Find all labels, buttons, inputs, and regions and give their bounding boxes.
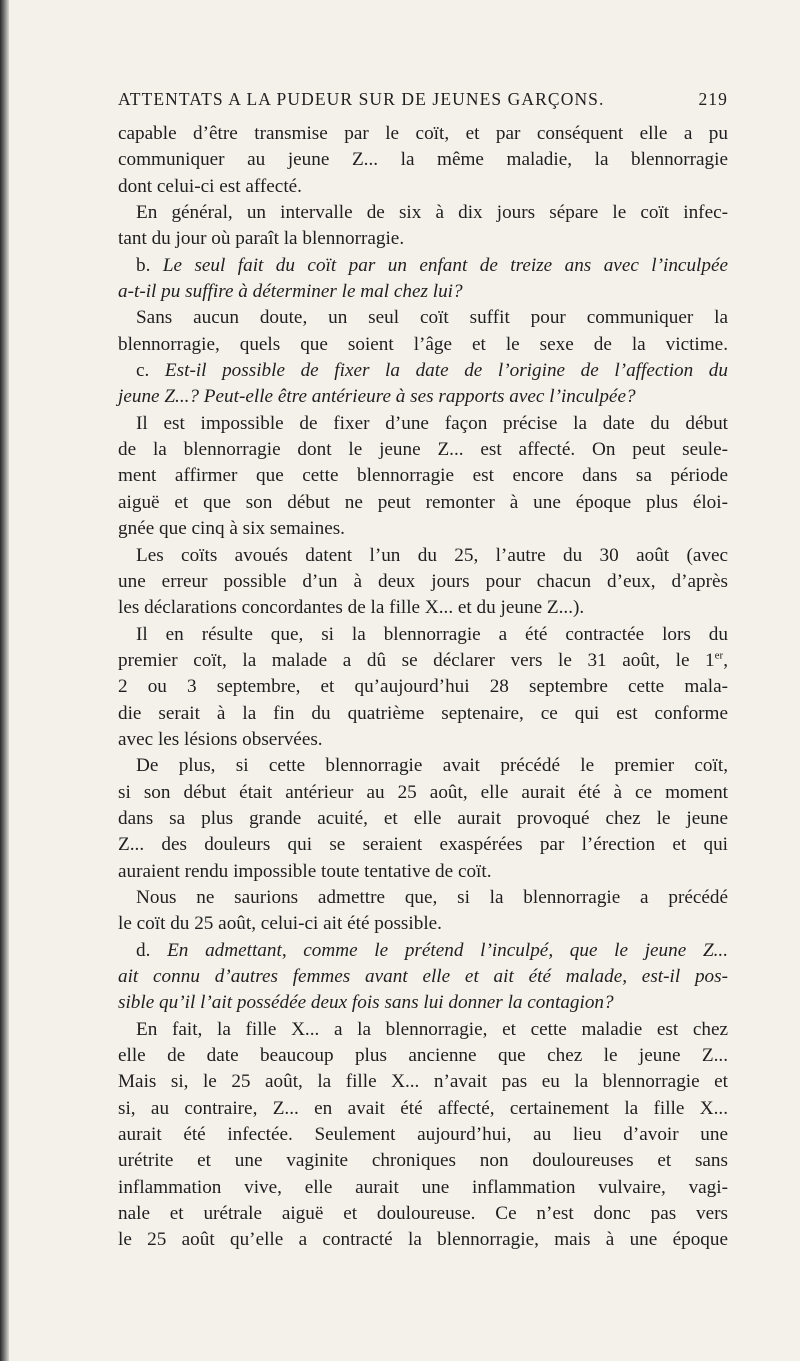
text-line: [118, 911, 728, 937]
text-line: [118, 384, 728, 410]
line-text: dans sa plus grande acuité, et elle aurait provoqué chez le jeune: [118, 807, 728, 829]
book-spine-shadow: [0, 0, 9, 1361]
line-text: nale et urétrale aiguë et douloureuse. Ce n’est donc pas vers: [118, 1203, 728, 1225]
text-line: [118, 701, 728, 727]
line-text: le coït du 25 août, celui-ci ait été possible.: [118, 913, 442, 935]
line-text: dont celui-ci est affecté.: [118, 175, 302, 197]
line-italic-text: Le seul fait du coït par un enfant de treize ans avec l’inculpée: [162, 254, 728, 276]
body-text: [118, 121, 728, 1254]
text-line: [118, 332, 728, 358]
line-text: Z... des douleurs qui se seraient exaspérées par l’érection et qui: [118, 834, 728, 856]
text-line: [118, 832, 728, 858]
text-line: [118, 1201, 728, 1227]
text-line: [118, 490, 728, 516]
text-line: [118, 200, 728, 226]
line-text: une erreur possible d’un à deux jours pour chacun d’eux, d’après: [118, 570, 728, 592]
line-text: urétrite et une vaginite chroniques non douloureuses et sans: [118, 1150, 728, 1172]
line-text: ment affirmer que cette blennorragie est encore dans sa période: [118, 465, 728, 487]
line-text: gnée que cinq à six semaines.: [118, 518, 345, 540]
text-line: [118, 806, 728, 832]
line-text: De plus, si cette blennorragie avait précédé le premier coït,: [136, 755, 728, 777]
line-text: les déclarations concordantes de la fille X... et du jeune Z...).: [118, 597, 585, 619]
text-line: [118, 1175, 728, 1201]
page-number: 219: [698, 89, 728, 109]
running-head-title: ATTENTATS A LA PUDEUR SUR DE JEUNES GARÇONS.: [118, 89, 605, 109]
text-line: [118, 1148, 728, 1174]
line-italic-text: sible qu’il l’ait possédée deux fois sans lui donner la contagion?: [118, 992, 614, 1014]
text-line: [118, 411, 728, 437]
line-text: Sans aucun doute, un seul coït suffit pour communiquer la: [136, 307, 728, 329]
line-text: elle de date beaucoup plus ancienne que chez le jeune Z...: [118, 1045, 728, 1067]
line-text: Nous ne saurions admettre que, si la blennorragie a précédé: [136, 886, 728, 908]
line-text: Il en résulte que, si la blennorragie a été contractée lors du: [136, 623, 728, 645]
line-text: capable d’être transmise par le coït, et par conséquent elle a pu: [118, 123, 728, 144]
line-text: Les coïts avoués datent l’un du 25, l’autre du 30 août (avec: [136, 544, 728, 566]
text-line: [118, 938, 728, 964]
line-italic-text: jeune Z...? Peut-elle être antérieure à ses rapports avec l’inculpée?: [118, 386, 636, 408]
text-line: [118, 147, 728, 173]
line-text: si, au contraire, Z... en avait été affecté, certainement la fille X...: [118, 1097, 728, 1119]
text-line: [118, 226, 728, 252]
line-text: inflammation vive, elle aurait une inflammation vulvaire, vagi-: [118, 1176, 728, 1198]
text-line: [118, 174, 728, 200]
text-line: [118, 964, 728, 990]
text-line: [118, 358, 728, 384]
text-line: [118, 990, 728, 1016]
text-line: [118, 463, 728, 489]
line-text: En fait, la fille X... a la blennorragie, et cette maladie est chez: [136, 1018, 728, 1040]
text-line: [118, 279, 728, 305]
line-text: communiquer au jeune Z... la même maladie, la blennorragie: [118, 149, 728, 171]
line-italic-text: En admettant, comme le prétend l’inculpé, que le jeune Z...: [167, 939, 729, 961]
line-text: si son début était antérieur au 25 août, elle aurait été à ce moment: [118, 781, 728, 803]
text-line: [118, 595, 728, 621]
line-text: auraient rendu impossible toute tentative de coït.: [118, 860, 492, 882]
text-line: [118, 1227, 728, 1253]
text-line: [118, 569, 728, 595]
line-text: En général, un intervalle de six à dix jours sépare le coït infec-: [136, 202, 728, 224]
superscript: er: [714, 649, 724, 662]
text-line: [118, 253, 728, 279]
text-line: [118, 859, 728, 885]
line-text: premier coït, la malade a dû se déclarer vers le 31 août, le 1: [118, 649, 715, 671]
text-line: [118, 885, 728, 911]
text-line: [118, 648, 728, 674]
line-text: tant du jour où paraît la blennorragie.: [118, 228, 405, 250]
line-text: 2 ou 3 septembre, et qu’aujourd’hui 28 septembre cette mala-: [118, 676, 728, 698]
text-line: [118, 727, 728, 753]
line-text: die serait à la fin du quatrième septenaire, ce qui est conforme: [118, 702, 728, 724]
line-text: Il est impossible de fixer d’une façon précise la date du début: [136, 412, 728, 434]
line-text: aiguë et que son début ne peut remonter à une époque plus éloi-: [118, 491, 728, 513]
line-text: Mais si, le 25 août, la fille X... n’avait pas eu la blennorragie et: [118, 1071, 728, 1093]
line-italic-text: Est-il possible de fixer la date de l’origine de l’affection du: [164, 360, 728, 382]
text-line: [118, 543, 728, 569]
text-line: [118, 305, 728, 331]
line-text-tail: ,: [723, 649, 728, 671]
text-line: [118, 437, 728, 463]
text-line: [118, 622, 728, 648]
text-line: [118, 1122, 728, 1148]
text-line: [118, 780, 728, 806]
line-text: le 25 août qu’elle a contracté la blennorragie, mais à une époque: [118, 1229, 728, 1251]
line-text: aurait été infectée. Seulement aujourd’hui, au lieu d’avoir une: [118, 1124, 728, 1146]
text-line: [118, 121, 728, 147]
text-line: [118, 1043, 728, 1069]
line-text: avec les lésions observées.: [118, 728, 323, 750]
line-text: b.: [136, 254, 163, 276]
line-italic-text: a-t-il pu suffire à déterminer le mal chez lui?: [118, 281, 463, 303]
text-line: [118, 516, 728, 542]
text-line: [118, 1096, 728, 1122]
text-line: [118, 674, 728, 700]
line-text: d.: [136, 939, 168, 961]
text-line: [118, 753, 728, 779]
text-line: [118, 1017, 728, 1043]
text-line: [118, 1069, 728, 1095]
line-italic-text: ait connu d’autres femmes avant elle et ait été malade, est-il pos-: [118, 966, 728, 987]
line-text: c.: [136, 360, 165, 382]
line-text: de la blennorragie dont le jeune Z... est affecté. On peut seule-: [118, 439, 728, 461]
line-text: blennorragie, quels que soient l’âge et le sexe de la victime.: [118, 333, 728, 355]
